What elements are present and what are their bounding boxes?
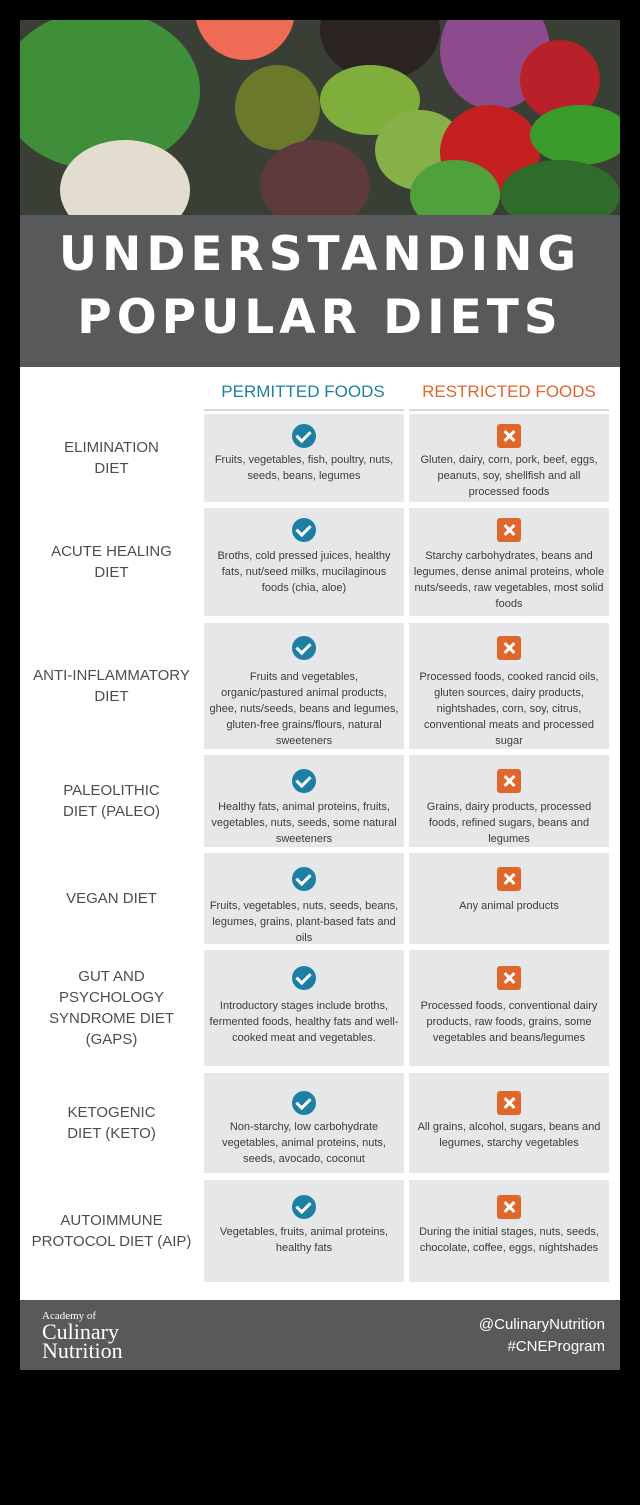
restricted-foods-text: Processed foods, conventional dairy products, raw foods, grains, some vegetables and beans/legumes	[420, 1000, 598, 1044]
restricted-cell	[409, 853, 609, 944]
title-line-2: POPULAR DIETS	[77, 290, 563, 345]
check-circle-icon	[292, 966, 316, 990]
diet-row	[20, 950, 620, 1066]
diet-row	[20, 755, 620, 847]
x-square-icon	[497, 769, 521, 793]
permitted-foods-text: Fruits and vegetables, organic/pastured animal products, ghee, nuts/seeds, beans and legumes, gluten-free grains/flours, natural sweeteners	[209, 671, 399, 747]
permitted-foods-header: PERMITTED FOODS	[221, 382, 385, 401]
title-line-1: UNDERSTANDING	[58, 227, 582, 282]
restricted-cell	[409, 414, 609, 502]
diet-name: AUTOIMMUNE PROTOCOL DIET (AIP)	[31, 1212, 192, 1250]
food-photo-banner	[20, 20, 620, 215]
x-square-icon	[497, 966, 521, 990]
check-circle-icon	[292, 636, 316, 660]
permitted-cell	[204, 950, 404, 1066]
diet-row	[20, 1073, 620, 1173]
restricted-cell	[409, 508, 609, 616]
x-square-icon	[497, 1091, 521, 1115]
title-band	[20, 215, 620, 367]
permitted-foods-text: Non-starchy, low carbohydrate vegetables, animal proteins, nuts, seeds, avocado, coconut	[222, 1121, 386, 1165]
footer	[20, 1300, 620, 1370]
restricted-foods-text: Grains, dairy products, processed foods, refined sugars, beans and legumes	[426, 801, 592, 845]
x-square-icon	[497, 1195, 521, 1219]
restricted-foods-text: During the initial stages, nuts, seeds, chocolate, coffee, eggs, nightshades	[419, 1226, 599, 1254]
x-square-icon	[497, 636, 521, 660]
diet-row	[20, 623, 620, 749]
restricted-foods-header: RESTRICTED FOODS	[422, 382, 596, 401]
diet-row	[20, 414, 620, 502]
permitted-foods-text: Introductory stages include broths, fermented foods, healthy fats and well-cooked meat and vegetables.	[209, 1000, 399, 1044]
diet-name: PALEOLITHIC DIET (PALEO)	[63, 782, 160, 820]
diet-name: KETOGENIC DIET (KETO)	[67, 1104, 156, 1142]
logo-culinary-text: Culinary	[42, 1319, 119, 1344]
permitted-cell	[204, 1180, 404, 1282]
diet-row	[20, 508, 620, 616]
diet-name: GUT AND PSYCHOLOGY SYNDROME DIET (GAPS)	[48, 968, 174, 1048]
permitted-cell	[204, 508, 404, 616]
diet-name: ANTI-INFLAMMATORY DIET	[33, 667, 190, 705]
restricted-cell	[409, 1180, 609, 1282]
permitted-cell	[204, 1073, 404, 1173]
restricted-cell	[409, 1073, 609, 1173]
logo-nutrition-text: Nutrition	[42, 1338, 123, 1363]
restricted-foods-text: All grains, alcohol, sugars, beans and legumes, starchy vegetables	[417, 1121, 601, 1149]
permitted-header-rule	[204, 409, 404, 411]
logo-academy-text: Academy of	[42, 1310, 97, 1322]
restricted-cell	[409, 950, 609, 1066]
diet-row	[20, 853, 620, 944]
check-circle-icon	[292, 518, 316, 542]
permitted-cell	[204, 755, 404, 847]
infographic	[20, 20, 620, 1370]
check-circle-icon	[292, 769, 316, 793]
diet-row	[20, 1180, 620, 1282]
program-hashtag: #CNEProgram	[507, 1338, 605, 1355]
restricted-foods-text: Gluten, dairy, corn, pork, beef, eggs, peanuts, soy, shellfish and all processed foods	[420, 454, 598, 498]
permitted-cell	[204, 623, 404, 749]
diet-name: ACUTE HEALING DIET	[51, 543, 172, 581]
permitted-foods-text: Broths, cold pressed juices, healthy fats, nut/seed milks, mucilaginous foods (chia, aloe)	[217, 550, 391, 594]
diet-name: ELIMINATION DIET	[64, 439, 159, 477]
permitted-foods-text: Fruits, vegetables, nuts, seeds, beans, legumes, grains, plant-based fats and oils	[209, 900, 399, 944]
permitted-foods-text: Fruits, vegetables, fish, poultry, nuts, seeds, beans, legumes	[214, 454, 394, 482]
restricted-cell	[409, 623, 609, 749]
x-square-icon	[497, 424, 521, 448]
restricted-header-rule	[409, 409, 609, 411]
check-circle-icon	[292, 1195, 316, 1219]
permitted-foods-text: Vegetables, fruits, animal proteins, healthy fats	[219, 1226, 389, 1254]
check-circle-icon	[292, 867, 316, 891]
permitted-foods-text: Healthy fats, animal proteins, fruits, vegetables, nuts, seeds, some natural sweeteners	[211, 801, 397, 845]
diet-name: VEGAN DIET	[66, 890, 157, 907]
restricted-foods-text: Starchy carbohydrates, beans and legumes, dense animal proteins, whole nuts/seeds, raw vegetables, most solid foods	[413, 550, 605, 610]
restricted-cell	[409, 755, 609, 847]
academy-logo	[42, 1310, 123, 1363]
social-handles	[479, 1314, 605, 1358]
x-square-icon	[497, 867, 521, 891]
permitted-cell	[204, 414, 404, 502]
x-square-icon	[497, 518, 521, 542]
permitted-cell	[204, 853, 404, 944]
social-handle: @CulinaryNutrition	[478, 1316, 605, 1333]
check-circle-icon	[292, 1091, 316, 1115]
restricted-foods-text: Processed foods, cooked rancid oils, gluten sources, dairy products, nightshades, corn, soy, citrus, conventional meats and processed sugar	[419, 671, 599, 747]
restricted-foods-text: Any animal products	[459, 900, 559, 912]
check-circle-icon	[292, 424, 316, 448]
